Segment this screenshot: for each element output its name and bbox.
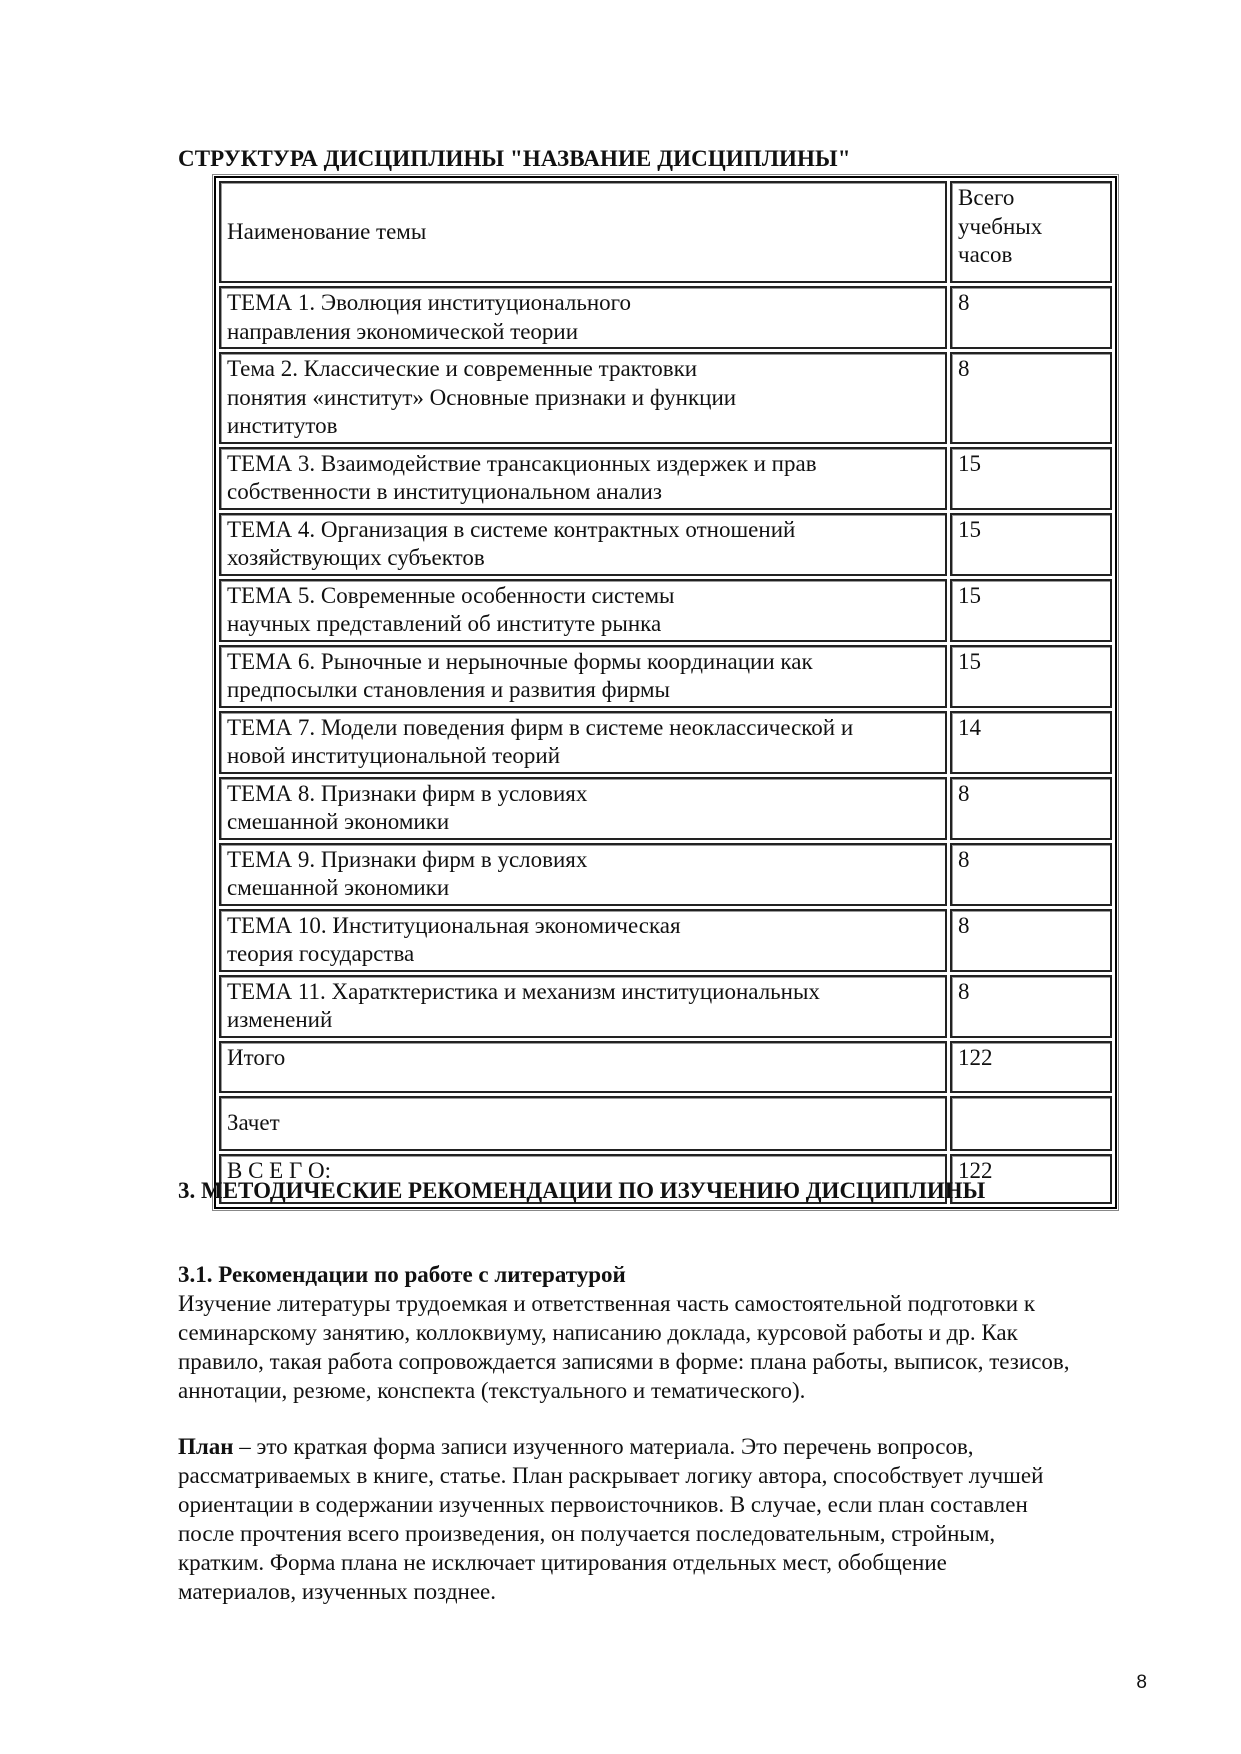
topic-cell: [219, 645, 947, 708]
table-row: [219, 843, 1112, 906]
hours-text: 15: [958, 516, 981, 542]
topic-text: ТЕМА 7. Модели поведения фирм в системе неоклассической и новой институциональной теорий: [227, 714, 854, 768]
hours-cell: [950, 777, 1112, 840]
hours-cell: [950, 513, 1112, 576]
topic-text: ТЕМА 11. Харатктеристика и механизм институциональных изменений: [227, 978, 820, 1032]
topic-cell: [219, 777, 947, 840]
table-row: [219, 909, 1112, 972]
plan-term: План: [178, 1434, 234, 1459]
hours-cell: [950, 975, 1112, 1038]
table-row: [219, 447, 1112, 510]
table-header-row: [219, 181, 1112, 283]
topic-cell: [219, 286, 947, 349]
discipline-structure-table: [214, 176, 1117, 1209]
hours-cell: [950, 909, 1112, 972]
credit-label: Зачет: [227, 1109, 280, 1135]
table-row: [219, 352, 1112, 444]
total-row: [219, 1041, 1112, 1093]
table-row: [219, 645, 1112, 708]
table-title: СТРУКТУРА ДИСЦИПЛИНЫ "НАЗВАНИЕ ДИСЦИПЛИНЫ": [178, 146, 851, 171]
table-row: [219, 513, 1112, 576]
hours-text: 15: [958, 450, 981, 476]
hours-cell: [950, 352, 1112, 444]
credit-label-cell: [219, 1096, 947, 1151]
hours-text: 15: [958, 582, 981, 608]
plan-definition: – это краткая форма записи изученного материала. Это перечень вопросов, рассматриваемых в книге, статье. План раскрывает логику автора, способствует лучшей ориентации в содержании изученных первоисточников. В случае, если план составлен после прочтения всего произведения, он получается последовательным, стройным, кратким. Форма плана не исключает цитирования отдельных мест, обобщение материалов, изученных позднее.: [178, 1434, 1044, 1604]
topic-cell: [219, 975, 947, 1038]
table-row: [219, 286, 1112, 349]
topic-cell: [219, 513, 947, 576]
topic-cell: [219, 579, 947, 642]
topic-text: ТЕМА 9. Признаки фирм в условиях смешанной экономики: [227, 846, 588, 900]
literature-paragraph: Изучение литературы трудоемкая и ответственная часть самостоятельной подготовки к семинарскому занятию, коллоквиуму, написанию доклада, курсовой работы и др. Как правило, такая работа сопровождается записями в форме: плана работы, выписок, тезисов, аннотации, резюме, конспекта (текстуального и тематического).: [178, 1291, 1070, 1403]
topic-text: Тема 2. Классические и современные трактовки понятия «институт» Основные признаки и функции институтов: [227, 356, 737, 438]
credit-hours-cell: [950, 1096, 1112, 1151]
header-hours-label: Всего учебных часов: [958, 185, 1043, 267]
topic-text: ТЕМА 3. Взаимодействие трансакционных издержек и прав собственности в институциональном анализ: [227, 450, 817, 504]
grand-total-hours: 122: [958, 1157, 993, 1183]
hours-text: 14: [958, 714, 981, 740]
header-topic-cell: [219, 181, 947, 283]
total-label-cell: [219, 1041, 947, 1093]
table-row: [219, 579, 1112, 642]
subsection-heading: 3.1. Рекомендации по работе с литературой: [178, 1262, 626, 1287]
hours-text: 8: [958, 846, 970, 872]
hours-text: 8: [958, 290, 970, 315]
hours-text: 8: [958, 356, 970, 381]
table-row: [219, 975, 1112, 1038]
hours-text: 8: [958, 780, 970, 806]
hours-cell: [950, 645, 1112, 708]
header-topic-label: Наименование темы: [227, 218, 427, 244]
total-hours-cell: [950, 1041, 1112, 1093]
hours-text: 8: [958, 978, 970, 1004]
hours-cell: [950, 843, 1112, 906]
table-row: [219, 777, 1112, 840]
credit-row: [219, 1096, 1112, 1151]
hours-cell: [950, 579, 1112, 642]
topic-cell: [219, 447, 947, 510]
total-label: Итого: [227, 1044, 286, 1070]
plan-paragraph: [178, 1432, 1158, 1606]
section-heading: 3. МЕТОДИЧЕСКИЕ РЕКОМЕНДАЦИИ ПО ИЗУЧЕНИЮ ДИСЦИПЛИНЫ: [178, 1178, 986, 1203]
topic-cell: [219, 909, 947, 972]
hours-text: 15: [958, 648, 981, 674]
topic-cell: [219, 352, 947, 444]
topic-text: ТЕМА 10. Институциональная экономическая теория государства: [227, 912, 681, 966]
page-number: 8: [1136, 1672, 1147, 1693]
table-row: [219, 711, 1112, 774]
topic-text: ТЕМА 8. Признаки фирм в условиях смешанной экономики: [227, 780, 588, 834]
hours-cell: [950, 447, 1112, 510]
topic-cell: [219, 843, 947, 906]
topic-text: ТЕМА 1. Эволюция институционального направления экономической теории: [227, 290, 632, 344]
topic-cell: [219, 711, 947, 774]
topic-text: ТЕМА 4. Организация в системе контрактных отношений хозяйствующих субъектов: [227, 516, 796, 570]
grand-total-label: В С Е Г О:: [227, 1157, 332, 1183]
topic-text: ТЕМА 6. Рыночные и нерыночные формы координации как предпосылки становления и развития фирмы: [227, 648, 813, 702]
hours-cell: [950, 286, 1112, 349]
total-hours: 122: [958, 1044, 993, 1070]
hours-cell: [950, 711, 1112, 774]
topic-text: ТЕМА 5. Современные особенности системы научных представлений об институте рынка: [227, 582, 675, 636]
header-hours-cell: [950, 181, 1112, 283]
hours-text: 8: [958, 912, 970, 938]
